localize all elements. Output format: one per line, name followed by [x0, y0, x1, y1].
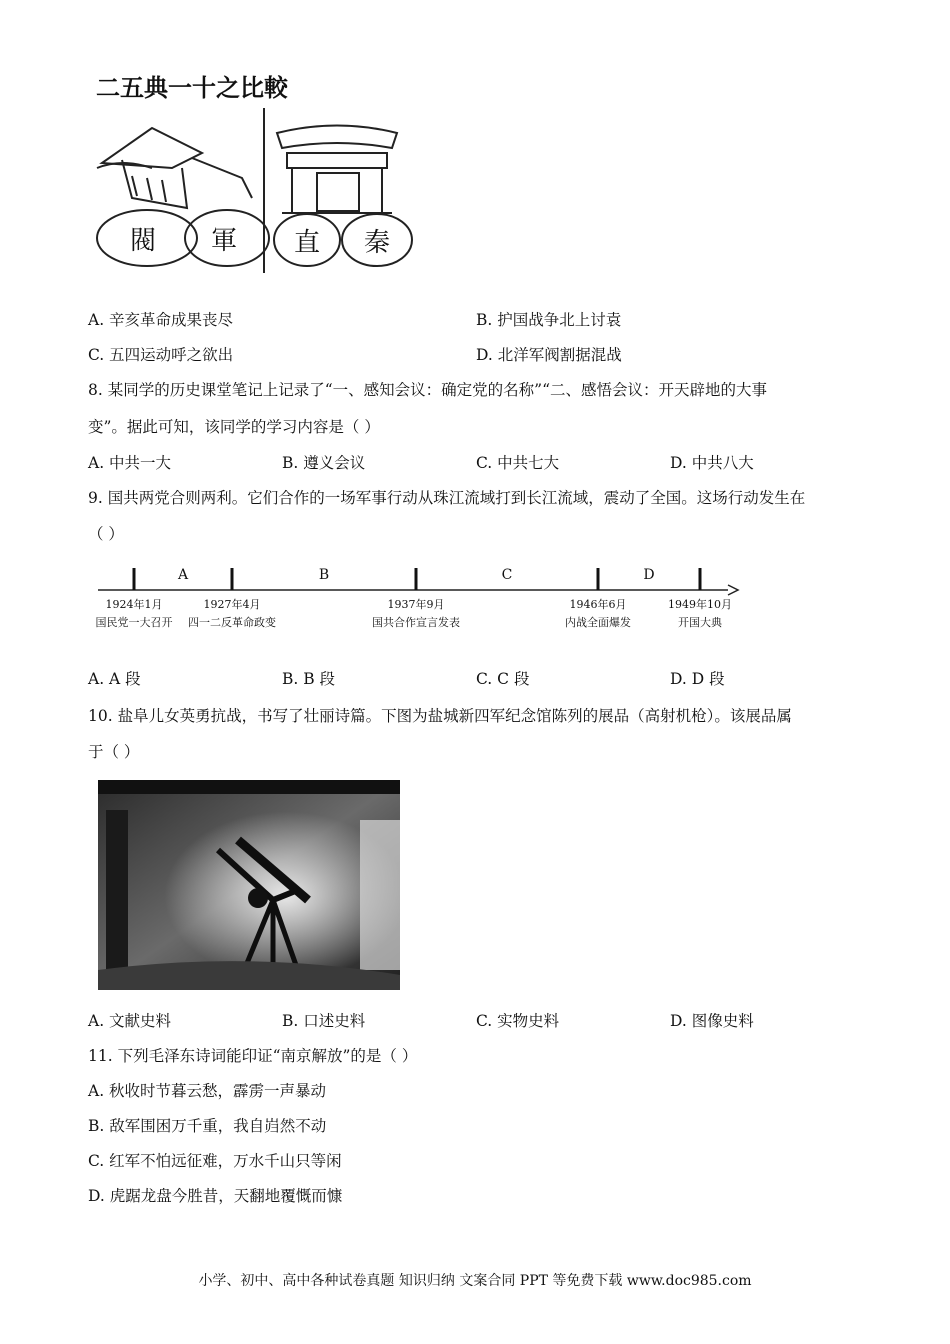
- political-cartoon-image: [92, 68, 422, 278]
- q10-stem-line1: 10. 盐阜儿女英勇抗战，书写了壮丽诗篇。下图为盐城新四军纪念馆陈列的展品（高射机枪）。该展品属: [88, 707, 792, 725]
- page-footer: 小学、初中、高中各种试卷真题 知识归纳 文案合同 PPT 等免费下载 www.doc985.com: [198, 1273, 752, 1289]
- q11-option-d: D. 虎踞龙盘今胜昔，天翻地覆慨而慷: [88, 1187, 343, 1205]
- timeline-segment-label: A: [177, 567, 189, 583]
- q10-option-b: B. 口述史料: [282, 1012, 366, 1030]
- q9-option-c: C. C 段: [476, 670, 530, 688]
- timeline-event-date: 1924年1月: [105, 598, 163, 611]
- cartoon-label-left-1: 閥: [130, 226, 157, 256]
- q9-stem-line1: 9. 国共两党合则两利。它们合作的一场军事行动从珠江流域打到长江流域，震动了全国。这场行动发生在: [88, 489, 806, 507]
- cartoon-title: 二五典一十之比較: [96, 73, 288, 102]
- q8-option-b: B. 遵义会议: [282, 454, 366, 472]
- q9-option-d: D. D 段: [670, 670, 725, 688]
- q9-stem-line2: （ ）: [88, 525, 124, 543]
- q11-stem: 11. 下列毛泽东诗词能印证“南京解放”的是（ ）: [88, 1047, 418, 1065]
- cartoon-drawing: [92, 68, 422, 278]
- q10-stem-line2: 于（ ）: [88, 743, 140, 761]
- timeline-event-date: 1946年6月: [569, 598, 627, 611]
- timeline-event-date: 1949年10月: [668, 598, 732, 611]
- q10-option-c: C. 实物史料: [476, 1012, 560, 1030]
- q7-option-b: B. 护国战争北上讨袁: [476, 311, 622, 329]
- q8-option-c: C. 中共七大: [476, 454, 560, 472]
- q11-option-c: C. 红军不怕远征难，万水千山只等闲: [88, 1152, 342, 1170]
- timeline-svg: [88, 560, 748, 635]
- q10-option-a: A. 文献史料: [88, 1012, 172, 1030]
- q8-stem-line1: 8. 某同学的历史课堂笔记上记录了“一、感知会议：确定党的名称”“二、感悟会议：开天辟地的大事: [88, 381, 767, 399]
- timeline-segment-label: C: [501, 567, 513, 583]
- timeline-event-desc: 国共合作宣言发表: [372, 616, 460, 629]
- q8-option-d: D. 中共八大: [670, 454, 754, 472]
- q8-stem-line2: 变”。据此可知，该同学的学习内容是（ ）: [88, 418, 380, 436]
- cartoon-label-right-1: 直: [294, 228, 321, 258]
- q7-option-d: D. 北洋军阀割据混战: [476, 346, 622, 364]
- timeline-segment-label: B: [318, 567, 330, 583]
- cartoon-label-left-2: 軍: [211, 226, 238, 256]
- timeline-event-desc: 国民党一大召开: [95, 616, 173, 629]
- cartoon-label-right-2: 秦: [364, 228, 391, 258]
- q11-option-a: A. 秋收时节暮云愁，霹雳一声暴动: [88, 1082, 327, 1100]
- q11-option-b: B. 敌军围困万千重，我自岿然不动: [88, 1117, 327, 1135]
- timeline-segment-label: D: [643, 567, 655, 583]
- timeline-event-desc: 开国大典: [678, 616, 722, 629]
- exhibit-photo-drawing: [98, 780, 400, 990]
- timeline-event-date: 1927年4月: [203, 598, 261, 611]
- q9-option-b: B. B 段: [282, 670, 336, 688]
- timeline-event-desc: 内战全面爆发: [565, 616, 631, 629]
- q9-option-a: A. A 段: [88, 670, 141, 688]
- timeline-arrow-icon: [728, 585, 738, 595]
- timeline-event-desc: 四一二反革命政变: [188, 616, 276, 629]
- q7-option-c: C. 五四运动呼之欲出: [88, 346, 234, 364]
- collapsing-building-drawing: [97, 128, 269, 266]
- q10-option-d: D. 图像史料: [670, 1012, 754, 1030]
- timeline-figure: [88, 560, 748, 635]
- anti-aircraft-machine-gun-photo: [98, 780, 400, 990]
- q7-option-a: A. 辛亥革命成果丧尽: [88, 311, 234, 329]
- q8-option-a: A. 中共一大: [88, 454, 172, 472]
- timeline-event-date: 1937年9月: [387, 598, 445, 611]
